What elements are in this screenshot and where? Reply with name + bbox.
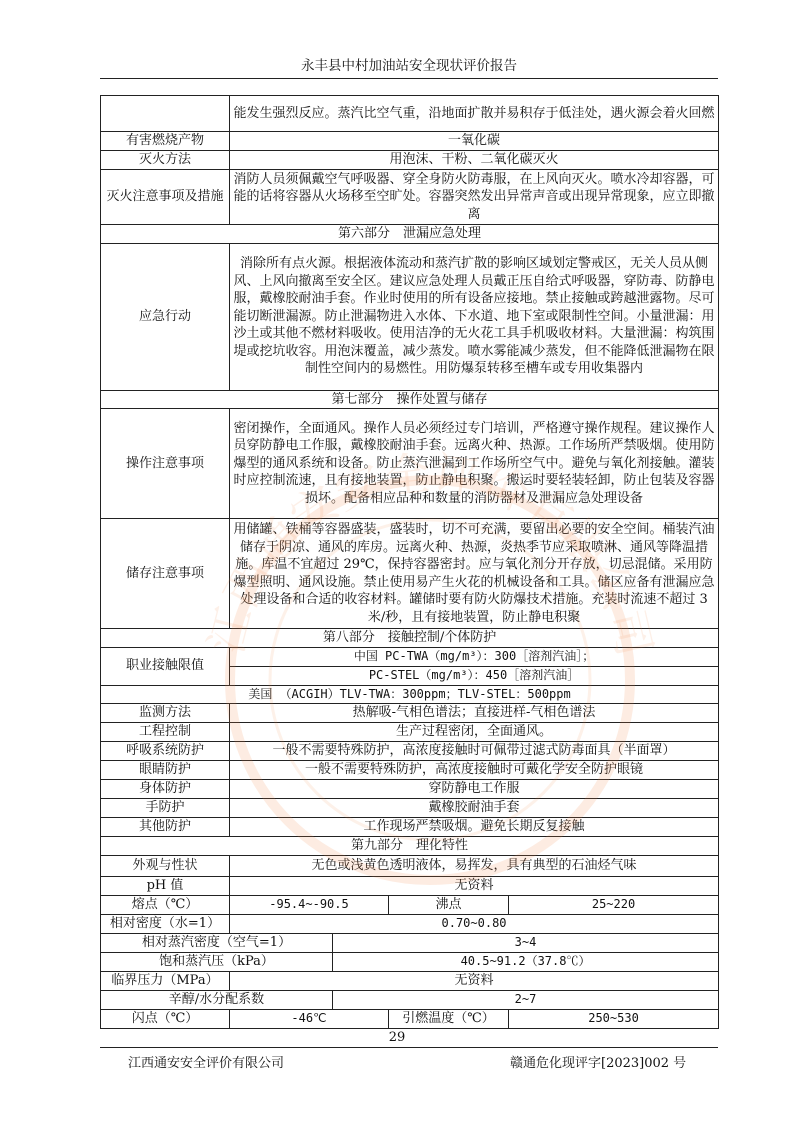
flash-value: -46℃ [230,1009,389,1028]
oel-china-twa: 中国 PC-TWA（mg/m³）：300［溶剂汽油］； [230,647,719,666]
row-value: 用泡沫、干粉、二氧化碳灭火 [230,151,719,170]
row-label: 监测方法 [101,704,230,723]
table-row [101,761,719,780]
table-row [101,519,719,629]
row-label: 辛醇/水分配系数 [101,990,333,1009]
row-value: 无资料 [230,876,719,895]
row-value: 用储罐、铁桶等容器盛装，盛装时，切不可充满，要留出必要的安全空间。桶装汽油储存于阴凉、通风的库房。远离火种、热源，炎热季节应采取喷淋、通风等降温措施。库温不宜超过 29℃，保持容器密封。应与氧化剂分开存放，切忌混储。采用防爆型照明、通风设施。禁止使用易产生火花的机械设备和工具。储区应备有泄漏应急处理设备和合适的收容材料。罐储时要有防火防爆技术措施。充装时流速不超过 3 米/秒，且有接地装置，防止静电积聚 [230,519,719,629]
table-row [101,151,719,170]
table-row [101,837,719,856]
section-heading: 第六部分 泄漏应急处理 [101,225,719,244]
row-label: 灭火注意事项及措施 [101,170,230,225]
row-label: 操作注意事项 [101,409,230,519]
row-value: 40.5~91.2（37.8℃） [333,952,719,971]
section-heading: 第七部分 操作处置与储存 [101,390,719,409]
footer-company: 江西通安安全评价有限公司 [128,1056,285,1071]
row-label: 工程控制 [101,723,230,742]
footer-document-number: 赣通危化现评字[2023]002 号 [510,1056,687,1071]
page-header-title: 永丰县中村加油站安全现状评价报告 [301,58,517,74]
row-value: 无资料 [230,971,719,990]
table-row [101,132,719,151]
table-row [101,647,719,666]
footer-divider [100,1047,718,1048]
ignition-value: 250~530 [509,1009,719,1028]
row-label: 其他防护 [101,818,230,837]
table-row [101,818,719,837]
table-row [101,952,719,971]
msds-table [100,95,719,1029]
row-value: 工作现场严禁吸烟。避免长期反复接触 [230,818,719,837]
melting-value: -95.4~-90.5 [230,895,389,914]
row-label: 有害燃烧产物 [101,132,230,151]
section-heading: 第九部分 理化特性 [101,837,719,856]
svg-text:江西通安安全评价有限公司: 江西通安安全评价有限公司 [198,445,663,662]
row-value: 热解吸-气相色谱法；直接进样-气相色谱法 [230,704,719,723]
row-value: 生产过程密闭，全面通风。 [230,723,719,742]
row-label: 相对蒸汽密度（空气=1） [101,933,333,952]
section-heading: 第八部分 接触控制/个体防护 [101,629,719,648]
row-value: 消防人员须佩戴空气呼吸器、穿全身防火防毒服，在上风向灭火。喷水冷却容器，可能的话将容器从火场移至空旷处。容器突然发出异常声音或出现异常现象，应立即撤离 [230,170,719,225]
table-row [101,971,719,990]
row-label: pH 值 [101,876,230,895]
table-row [101,914,719,933]
row-value: 一般不需要特殊防护，高浓度接触时可戴化学安全防护眼镜 [230,761,719,780]
row-label: 身体防护 [101,780,230,799]
table-row [101,742,719,761]
table-row [101,799,719,818]
boiling-label: 沸点 [389,895,509,914]
header-divider [100,78,718,79]
table-row [101,855,719,876]
table-row [101,685,719,704]
row-value: 一氧化碳 [230,132,719,151]
row-label: 临界压力（MPa） [101,971,230,990]
row-label: 闪点（℃） [101,1009,230,1028]
table-row [101,704,719,723]
row-label: 呼吸系统防护 [101,742,230,761]
row-label: 熔点（℃） [101,895,230,914]
row-value: 密闭操作，全面通风。操作人员必须经过专门培训，严格遵守操作规程。建议操作人员穿防静电工作服，戴橡胶耐油手套。远离火种、热源。工作场所严禁吸烟。使用防爆型的通风系统和设备。防止蒸汽泄漏到工作场所空气中。避免与氧化剂接触。灌装时应控制流速，且有接地装置，防止静电积聚。搬运时要轻装轻卸，防止包装及容器损坏。配备相应品种和数量的消防器材及泄漏应急处理设备 [230,409,719,519]
table-row [101,895,719,914]
page-number: 29 [388,1030,406,1045]
row-label: 相对密度（水=1） [101,914,230,933]
row-label: 外观与性状 [101,855,230,876]
table-row [101,1009,719,1028]
oel-china-stel: PC-STEL（mg/m³）：450［溶剂汽油］ [230,666,719,685]
row-value: 0.70~0.80 [230,914,719,933]
row-label: 储存注意事项 [101,519,230,629]
table-row [101,990,719,1009]
table-row [101,225,719,244]
table-row [101,96,719,132]
row-value: 穿防静电工作服 [230,780,719,799]
row-label: 灭火方法 [101,151,230,170]
row-label: 职业接触限值 [101,647,230,685]
table-row [101,390,719,409]
table-row [101,780,719,799]
row-label: 应急行动 [101,243,230,390]
row-label: 手防护 [101,799,230,818]
table-row [101,629,719,648]
row-label: 饱和蒸汽压（kPa） [101,952,333,971]
row-value: 2~7 [333,990,719,1009]
row-value: 无色或浅黄色透明液体，易挥发，具有典型的石油烃气味 [230,855,719,876]
row-label: 眼睛防护 [101,761,230,780]
row-label [101,96,230,132]
continued-text: 能发生强烈反应。蒸汽比空气重，沿地面扩散并易积存于低洼处，遇火源会着火回燃 [230,96,719,132]
table-row [101,933,719,952]
row-value: 3~4 [333,933,719,952]
row-value: 消除所有点火源。根据液体流动和蒸汽扩散的影响区域划定警戒区，无关人员从侧风、上风向撤离至安全区。建议应急处理人员戴正压自给式呼吸器，穿防毒、防静电服，戴橡胶耐油手套。作业时使用的所有设备应接地。禁止接触或跨越泄露物。尽可能切断泄漏源。防止泄漏物进入水体、下水道、地下室或限制性空间。小量泄漏：用沙土或其他不燃材料吸收。使用洁净的无火花工具手机吸收材料。大量泄漏：构筑围堤或挖坑收容。用泡沫覆盖，减少蒸发。喷水雾能减少蒸发，但不能降低泄漏物在限制性空间内的易燃性。用防爆泵转移至槽车或专用收集器内 [230,243,719,390]
ignition-label: 引燃温度（℃） [389,1009,509,1028]
table-row [101,876,719,895]
oel-usa: 美国 （ACGIH）TLV-TWA：300ppm；TLV-STEL：500ppm [101,685,719,704]
table-row [101,170,719,225]
row-value: 一般不需要特殊防护，高浓度接触时可佩带过滤式防毒面具（半面罩） [230,742,719,761]
table-row [101,243,719,390]
table-row [101,723,719,742]
table-row [101,409,719,519]
row-value: 戴橡胶耐油手套 [230,799,719,818]
boiling-value: 25~220 [509,895,719,914]
